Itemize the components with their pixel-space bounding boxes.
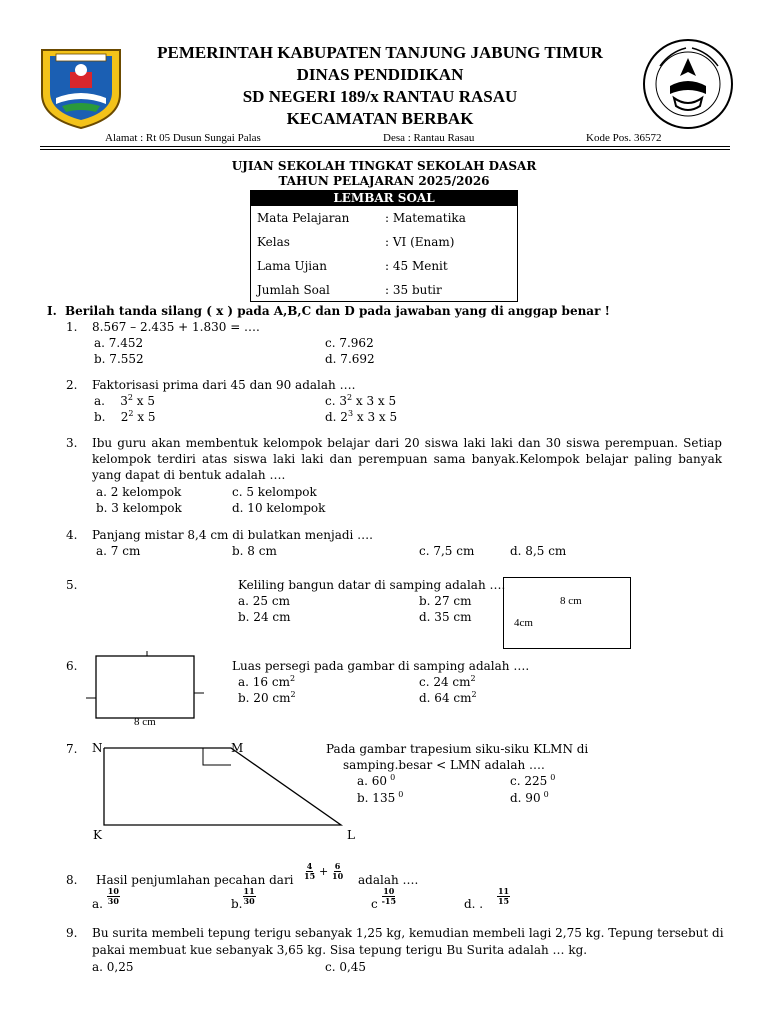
rest: x 3 x 5 — [353, 410, 398, 424]
q8-number: 8. — [66, 873, 78, 887]
exam-year: TAHUN PELAJARAN 2025/2026 — [278, 174, 490, 188]
q9-option-a[interactable]: a. 0,25 — [92, 960, 134, 974]
numerator: 11 — [243, 886, 255, 896]
option-text: d. 90 — [510, 791, 541, 805]
exam-info-table — [251, 206, 466, 302]
q2-option-c[interactable] — [325, 393, 396, 409]
q7-option-c[interactable] — [510, 773, 555, 789]
q8-text-end: adalah …. — [358, 873, 419, 887]
vertex-n-label: N — [92, 741, 103, 755]
option-text: c. 225 — [510, 774, 548, 788]
q4-option-c[interactable]: c. 7,5 cm — [419, 544, 475, 558]
address: Alamat : Rt 05 Dusun Sungai Palas — [105, 132, 261, 144]
q5-width-label: 8 cm — [560, 595, 582, 607]
q6-square-figure — [84, 648, 214, 734]
numerator: 6 — [334, 861, 341, 871]
denominator: 10 — [332, 871, 344, 881]
dept-title: DINAS PENDIDIKAN — [296, 65, 464, 84]
vertex-m-label: M — [231, 741, 244, 755]
q2-option-a[interactable] — [94, 393, 155, 409]
q6-option-b[interactable] — [238, 690, 296, 706]
school-title: SD NEGERI 189/x RANTAU RASAU — [242, 87, 518, 106]
option-fraction — [243, 887, 256, 906]
option-text: d. 64 cm — [419, 691, 472, 705]
q9-line2: pakai membuat kue sebanyak 3,65 kg. Sisa tepung terigu Bu Surita adalah … kg. — [92, 943, 588, 957]
option-fraction — [107, 887, 120, 906]
exponent: 3 — [347, 409, 354, 418]
q5-option-a[interactable]: a. 25 cm — [238, 594, 290, 608]
q4-number: 4. — [66, 528, 78, 542]
q3-option-b[interactable]: b. 3 kelompok — [96, 501, 182, 515]
vertex-k-label: K — [93, 828, 102, 842]
district-title: KECAMATAN BERBAK — [286, 109, 474, 128]
q8-option-c[interactable] — [371, 887, 396, 912]
option-text: b. 135 — [357, 791, 396, 805]
q3-line2: kelompok terdiri atas siswa laki laki dan perempuan sama banyak.Kelompok belajar paling banyak — [92, 452, 722, 466]
q8-expression — [304, 862, 343, 881]
q4-option-b[interactable]: b. 8 cm — [232, 544, 277, 558]
q7-option-a[interactable] — [357, 773, 395, 789]
q1-text: 8.567 – 2.435 + 1.830 = …. — [92, 320, 260, 334]
option-text: a. 16 cm — [238, 675, 290, 689]
option-letter: a. — [92, 897, 103, 911]
info-row — [251, 206, 466, 230]
option-fraction — [382, 887, 396, 906]
plus-sign: + — [318, 865, 329, 878]
exam-title: UJIAN SEKOLAH TINGKAT SEKOLAH DASAR — [231, 159, 537, 173]
rest: x 3 x 5 — [352, 394, 397, 408]
q3-line1: Ibu guru akan membentuk kelompok belajar dari 20 siswa laki laki dan 30 siswa perempuan. Setiap — [92, 436, 722, 450]
q3-option-d[interactable]: d. 10 kelompok — [232, 501, 326, 515]
vertex-l-label: L — [347, 828, 355, 842]
info-value: : 35 butir — [385, 283, 442, 297]
rest: x 5 — [132, 394, 155, 408]
info-row — [251, 278, 466, 302]
degree-mark: 0 — [550, 773, 556, 782]
q1-option-d[interactable]: d. 7.692 — [325, 352, 375, 366]
q4-option-a[interactable]: a. 7 cm — [96, 544, 141, 558]
q3-line3: yang dapat di bentuk adalah …. — [92, 468, 286, 482]
q6-option-c[interactable] — [419, 674, 476, 690]
q6-side-label: 8 cm — [134, 716, 156, 728]
q3-option-c[interactable]: c. 5 kelompok — [232, 485, 317, 499]
q7-line2: samping.besar < LMN adalah …. — [343, 758, 545, 772]
option-letter: d. . — [464, 897, 484, 911]
exponent: 2 — [128, 409, 134, 418]
gov-title: PEMERINTAH KABUPATEN TANJUNG JABUNG TIMUR — [157, 43, 603, 62]
info-value: : Matematika — [385, 211, 466, 225]
village: Desa : Rantau Rasau — [383, 132, 475, 144]
info-label: Lama Ujian — [257, 259, 328, 273]
base: d. 2 — [325, 410, 348, 424]
denominator: -15 — [381, 896, 397, 906]
q9-option-c[interactable]: c. 0,45 — [325, 960, 367, 974]
q5-text: Keliling bangun datar di samping adalah …. — [238, 578, 506, 592]
exponent: 2 — [289, 674, 296, 683]
info-label: Jumlah Soal — [257, 283, 330, 297]
q2-option-b[interactable] — [94, 409, 156, 425]
q7-number: 7. — [66, 742, 78, 756]
q6-text: Luas persegi pada gambar di samping adalah …. — [232, 659, 530, 673]
q1-option-b[interactable]: b. 7.552 — [94, 352, 144, 366]
exam-info-box — [250, 190, 518, 302]
option-fraction — [497, 887, 510, 906]
info-value: : VI (Enam) — [385, 235, 455, 249]
q5-number: 5. — [66, 578, 78, 592]
q8-option-a[interactable] — [92, 887, 120, 912]
q7-option-d[interactable] — [510, 790, 549, 806]
q7-option-b[interactable] — [357, 790, 403, 806]
q9-number: 9. — [66, 926, 78, 940]
section-number: I. — [47, 304, 57, 318]
denominator: 30 — [107, 896, 119, 906]
denominator: 15 — [304, 871, 316, 881]
q6-option-d[interactable] — [419, 690, 477, 706]
exponent: 2 — [470, 674, 476, 683]
exponent: 2 — [290, 690, 296, 699]
q4-option-d[interactable]: d. 8,5 cm — [510, 544, 567, 558]
exponent: 2 — [471, 690, 477, 699]
exponent: 2 — [127, 393, 133, 402]
q3-number: 3. — [66, 436, 78, 450]
option-text: a. 60 — [357, 774, 388, 788]
base: c. 3 — [325, 394, 347, 408]
numerator: 10 — [383, 886, 395, 896]
q1-number: 1. — [66, 320, 78, 334]
option-letter: b. — [94, 410, 106, 424]
numerator: 10 — [107, 886, 119, 896]
q3-option-a[interactable]: a. 2 kelompok — [96, 485, 182, 499]
q8-option-b[interactable] — [231, 887, 256, 912]
q5-height-label: 4cm — [514, 617, 533, 629]
exponent: 2 — [346, 393, 353, 402]
postal-code: Kode Pos. 36572 — [586, 132, 662, 144]
q7-line1: Pada gambar trapesium siku-siku KLMN di — [326, 742, 589, 756]
q6-option-a[interactable] — [238, 674, 295, 690]
fraction-1 — [304, 862, 315, 881]
info-row — [251, 254, 466, 278]
numerator: 4 — [306, 861, 313, 871]
numerator: 11 — [497, 886, 510, 896]
option-text: c. 24 cm — [419, 675, 471, 689]
rest: x 5 — [133, 410, 156, 424]
q6-number: 6. — [66, 659, 78, 673]
sheet-title: LEMBAR SOAL — [251, 191, 517, 206]
q8-text: Hasil penjumlahan pecahan dari — [96, 873, 294, 887]
option-letter: a. — [94, 394, 105, 408]
q9-line1: Bu surita membeli tepung terigu sebanyak 1,25 kg, kemudian membeli lagi 2,75 kg. Tepung tersebut di — [92, 926, 724, 940]
denominator: 30 — [243, 896, 255, 906]
option-text: b. 20 cm — [238, 691, 291, 705]
q5-option-d[interactable]: d. 35 cm — [419, 610, 472, 624]
q8-option-d[interactable] — [464, 887, 510, 912]
section-instruction: Berilah tanda silang ( x ) pada A,B,C dan D pada jawaban yang di anggap benar ! — [65, 304, 610, 318]
q7-trapezoid-figure — [90, 739, 360, 843]
q5-option-c[interactable]: b. 27 cm — [419, 594, 472, 608]
option-letter: c — [371, 897, 378, 911]
header-divider — [40, 146, 730, 147]
q5-option-b[interactable]: b. 24 cm — [238, 610, 291, 624]
q5-rectangle-figure — [503, 577, 631, 649]
denominator: 15 — [497, 896, 510, 906]
q2-number: 2. — [66, 378, 78, 392]
option-letter: b. — [231, 897, 243, 911]
degree-mark: 0 — [390, 773, 396, 782]
base: 3 — [120, 394, 128, 408]
header-divider-thin — [40, 149, 730, 150]
q2-option-d[interactable] — [325, 409, 397, 425]
degree-mark: 0 — [398, 790, 404, 799]
info-label: Kelas — [257, 235, 290, 249]
info-label: Mata Pelajaran — [257, 211, 350, 225]
info-row — [251, 230, 466, 254]
q2-text: Faktorisasi prima dari 45 dan 90 adalah …. — [92, 378, 356, 392]
fraction-2 — [332, 862, 343, 881]
info-value: : 45 Menit — [385, 259, 448, 273]
q4-text: Panjang mistar 8,4 cm di bulatkan menjadi …. — [92, 528, 373, 542]
q1-option-c[interactable]: c. 7.962 — [325, 336, 374, 350]
degree-mark: 0 — [543, 790, 549, 799]
q1-option-a[interactable]: a. 7.452 — [94, 336, 144, 350]
base: 2 — [120, 410, 129, 424]
